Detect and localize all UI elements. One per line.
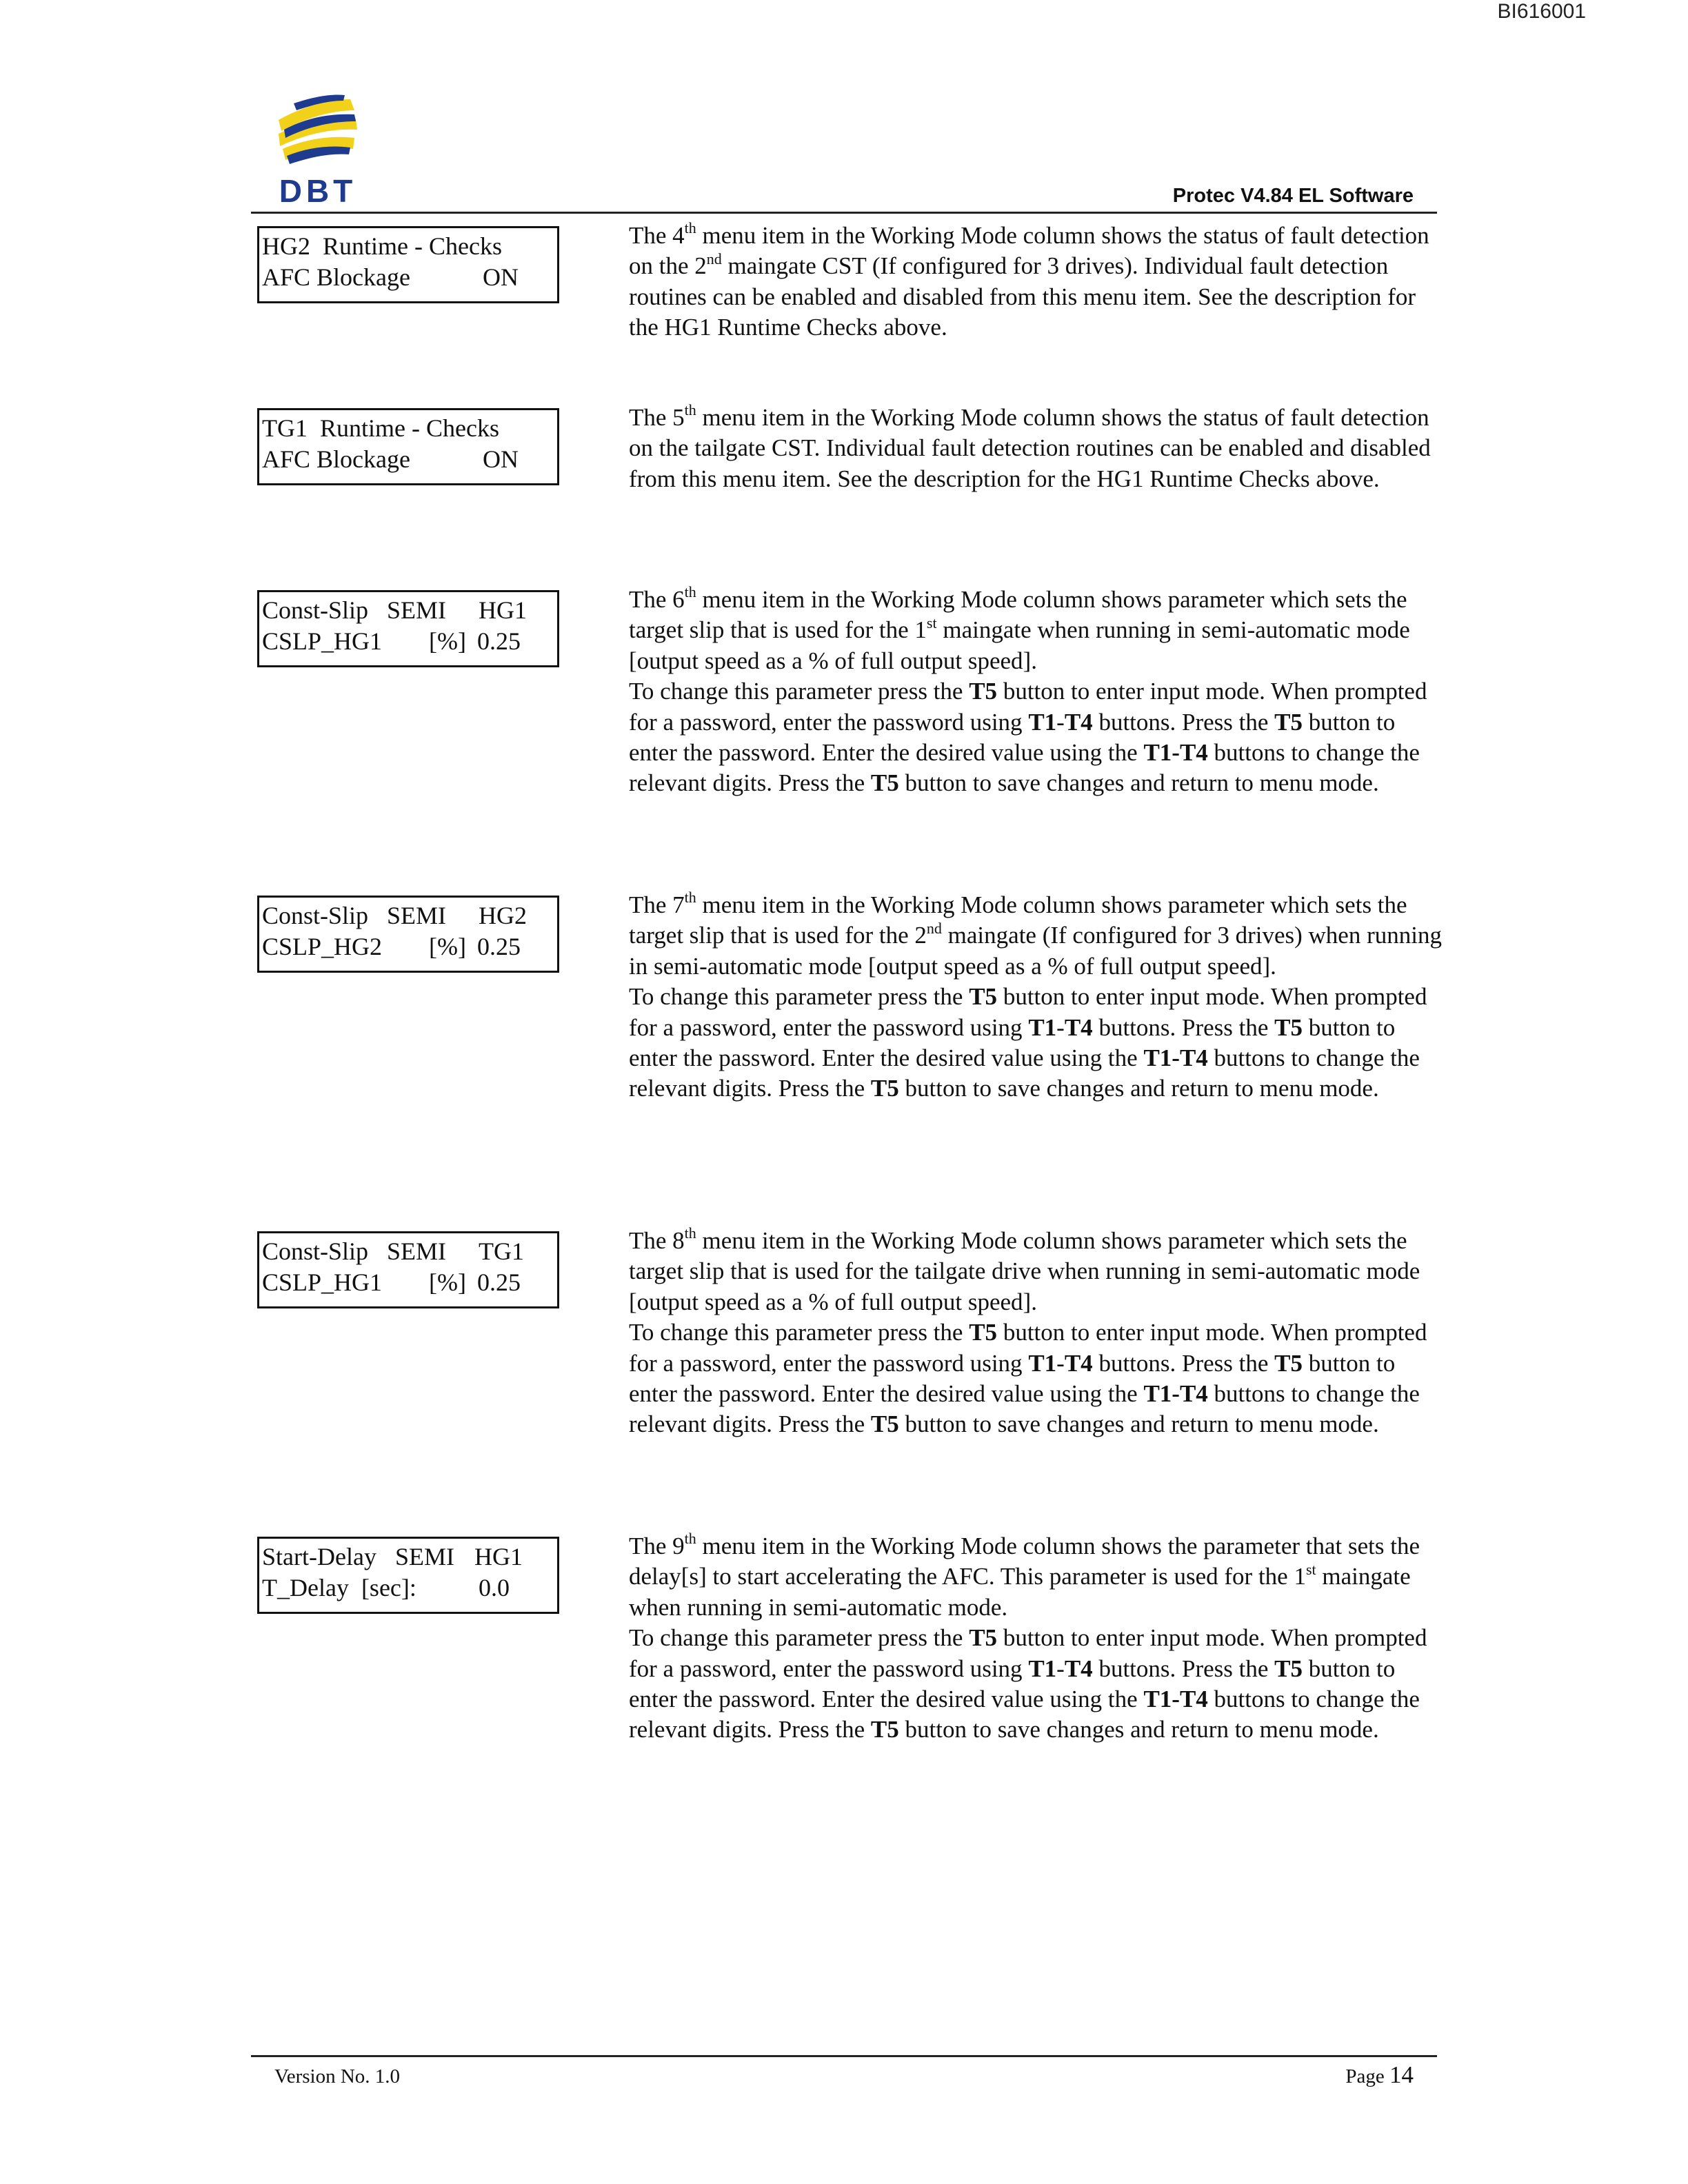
lcd-value: 0.0 — [479, 1574, 510, 1601]
footer-page — [1345, 2061, 1414, 2089]
lcd-line-2: T_Delay [sec]: — [262, 1574, 416, 1601]
page-label: Page — [1345, 2065, 1385, 2087]
lcd-drive: HG1 — [479, 596, 527, 624]
lcd-display — [257, 226, 559, 303]
lcd-drive: TG1 — [479, 1237, 524, 1265]
page-number: 14 — [1389, 2061, 1414, 2088]
instructions: To change this parameter press the T5 button to enter input mode. When prompted for a password, enter the password using T1-T4 buttons. Press the T5 button to enter the password. Enter the desired value using the T1-T4 buttons to change the relevant digits. Press the T5 button to save changes and return to menu mode. — [629, 1319, 1427, 1438]
lcd-line-1: Const-Slip SEMI — [262, 596, 447, 624]
lcd-line-1: TG1 Runtime - Checks — [262, 414, 499, 442]
lcd-line-2: CSLP_HG2 — [262, 933, 383, 960]
lcd-line-2: AFC Blockage — [262, 263, 410, 291]
paragraph: The 5th menu item in the Working Mode column shows the status of fault detection on the tailgate CST. Individual fault detection routines can be enabled and disabled from this menu item. See the description for the HG1 Runtime Checks above. — [629, 401, 1431, 492]
lcd-unit: [%] — [429, 1268, 466, 1296]
lcd-value: ON — [483, 263, 519, 291]
lcd-line-2: CSLP_HG1 — [262, 627, 383, 655]
lcd-display — [257, 896, 559, 973]
lcd-drive: HG2 — [479, 902, 527, 929]
footer-rule — [251, 2055, 1437, 2057]
lcd-unit: [%] — [429, 933, 466, 960]
lcd-line-1: Const-Slip SEMI — [262, 902, 447, 929]
instructions: To change this parameter press the T5 button to enter input mode. When prompted for a password, enter the password using T1-T4 buttons. Press the T5 button to enter the password. Enter the desired value using the T1-T4 buttons to change the relevant digits. Press the T5 button to save changes and return to menu mode. — [629, 678, 1427, 797]
paragraph: The 8th menu item in the Working Mode column shows parameter which sets the target slip that is used for the tailgate drive when running in semi-automatic mode [output speed as a % of full output speed]. — [629, 1224, 1420, 1315]
lcd-value: 0.25 — [477, 627, 521, 655]
dbt-logo — [273, 90, 363, 208]
header-title: Protec V4.84 EL Software — [1172, 185, 1414, 207]
paragraph: The 4th menu item in the Working Mode column shows the status of fault detection on the 2nd maingate CST (If configured for 3 drives). Individual fault detection routines can be enabled and disabled from this menu item. See the description for the HG1 Runtime Checks above. — [629, 219, 1429, 341]
section-description — [629, 403, 1443, 494]
dbt-logo-mark-icon — [273, 90, 363, 172]
lcd-value: ON — [483, 445, 519, 473]
document-id: BI616001 — [1497, 0, 1586, 23]
lcd-line-1: Const-Slip SEMI — [262, 1237, 447, 1265]
instructions: To change this parameter press the T5 button to enter input mode. When prompted for a password, enter the password using T1-T4 buttons. Press the T5 button to enter the password. Enter the desired value using the T1-T4 buttons to change the relevant digits. Press the T5 button to save changes and return to menu mode. — [629, 1624, 1427, 1743]
section-description — [629, 221, 1443, 343]
lcd-display — [257, 1231, 559, 1308]
paragraph: The 9th menu item in the Working Mode column shows the parameter that sets the delay[s] to start accelerating the AFC. This parameter is used for the 1st maingate when running in semi-automatic mode. — [629, 1530, 1420, 1621]
section-description — [629, 1531, 1443, 1746]
lcd-display — [257, 1537, 559, 1614]
header-rule — [251, 212, 1437, 214]
lcd-display — [257, 590, 559, 667]
section-description — [629, 890, 1443, 1104]
lcd-value: 0.25 — [477, 933, 521, 960]
lcd-unit: [%] — [429, 627, 466, 655]
lcd-line-1: HG2 Runtime - Checks — [262, 232, 502, 260]
lcd-line-1: Start-Delay SEMI — [262, 1543, 454, 1570]
lcd-line-2: CSLP_HG1 — [262, 1268, 383, 1296]
lcd-drive: HG1 — [474, 1543, 523, 1570]
logo-text: DBT — [279, 173, 357, 209]
instructions: To change this parameter press the T5 button to enter input mode. When prompted for a password, enter the password using T1-T4 buttons. Press the T5 button to enter the password. Enter the desired value using the T1-T4 buttons to change the relevant digits. Press the T5 button to save changes and return to menu mode. — [629, 983, 1427, 1102]
section-description — [629, 585, 1443, 799]
lcd-value: 0.25 — [477, 1268, 521, 1296]
lcd-display — [257, 408, 559, 485]
footer-version: Version No. 1.0 — [274, 2065, 401, 2087]
lcd-line-2: AFC Blockage — [262, 445, 410, 473]
paragraph: The 6th menu item in the Working Mode column shows parameter which sets the target slip that is used for the 1st maingate when running in semi-automatic mode [output speed as a % of full output speed]. — [629, 583, 1410, 674]
section-description — [629, 1226, 1443, 1440]
paragraph: The 7th menu item in the Working Mode column shows parameter which sets the target slip that is used for the 2nd maingate (If configured for 3 drives) when running in semi-automatic mode [output speed as a % of full output speed]. — [629, 889, 1442, 980]
